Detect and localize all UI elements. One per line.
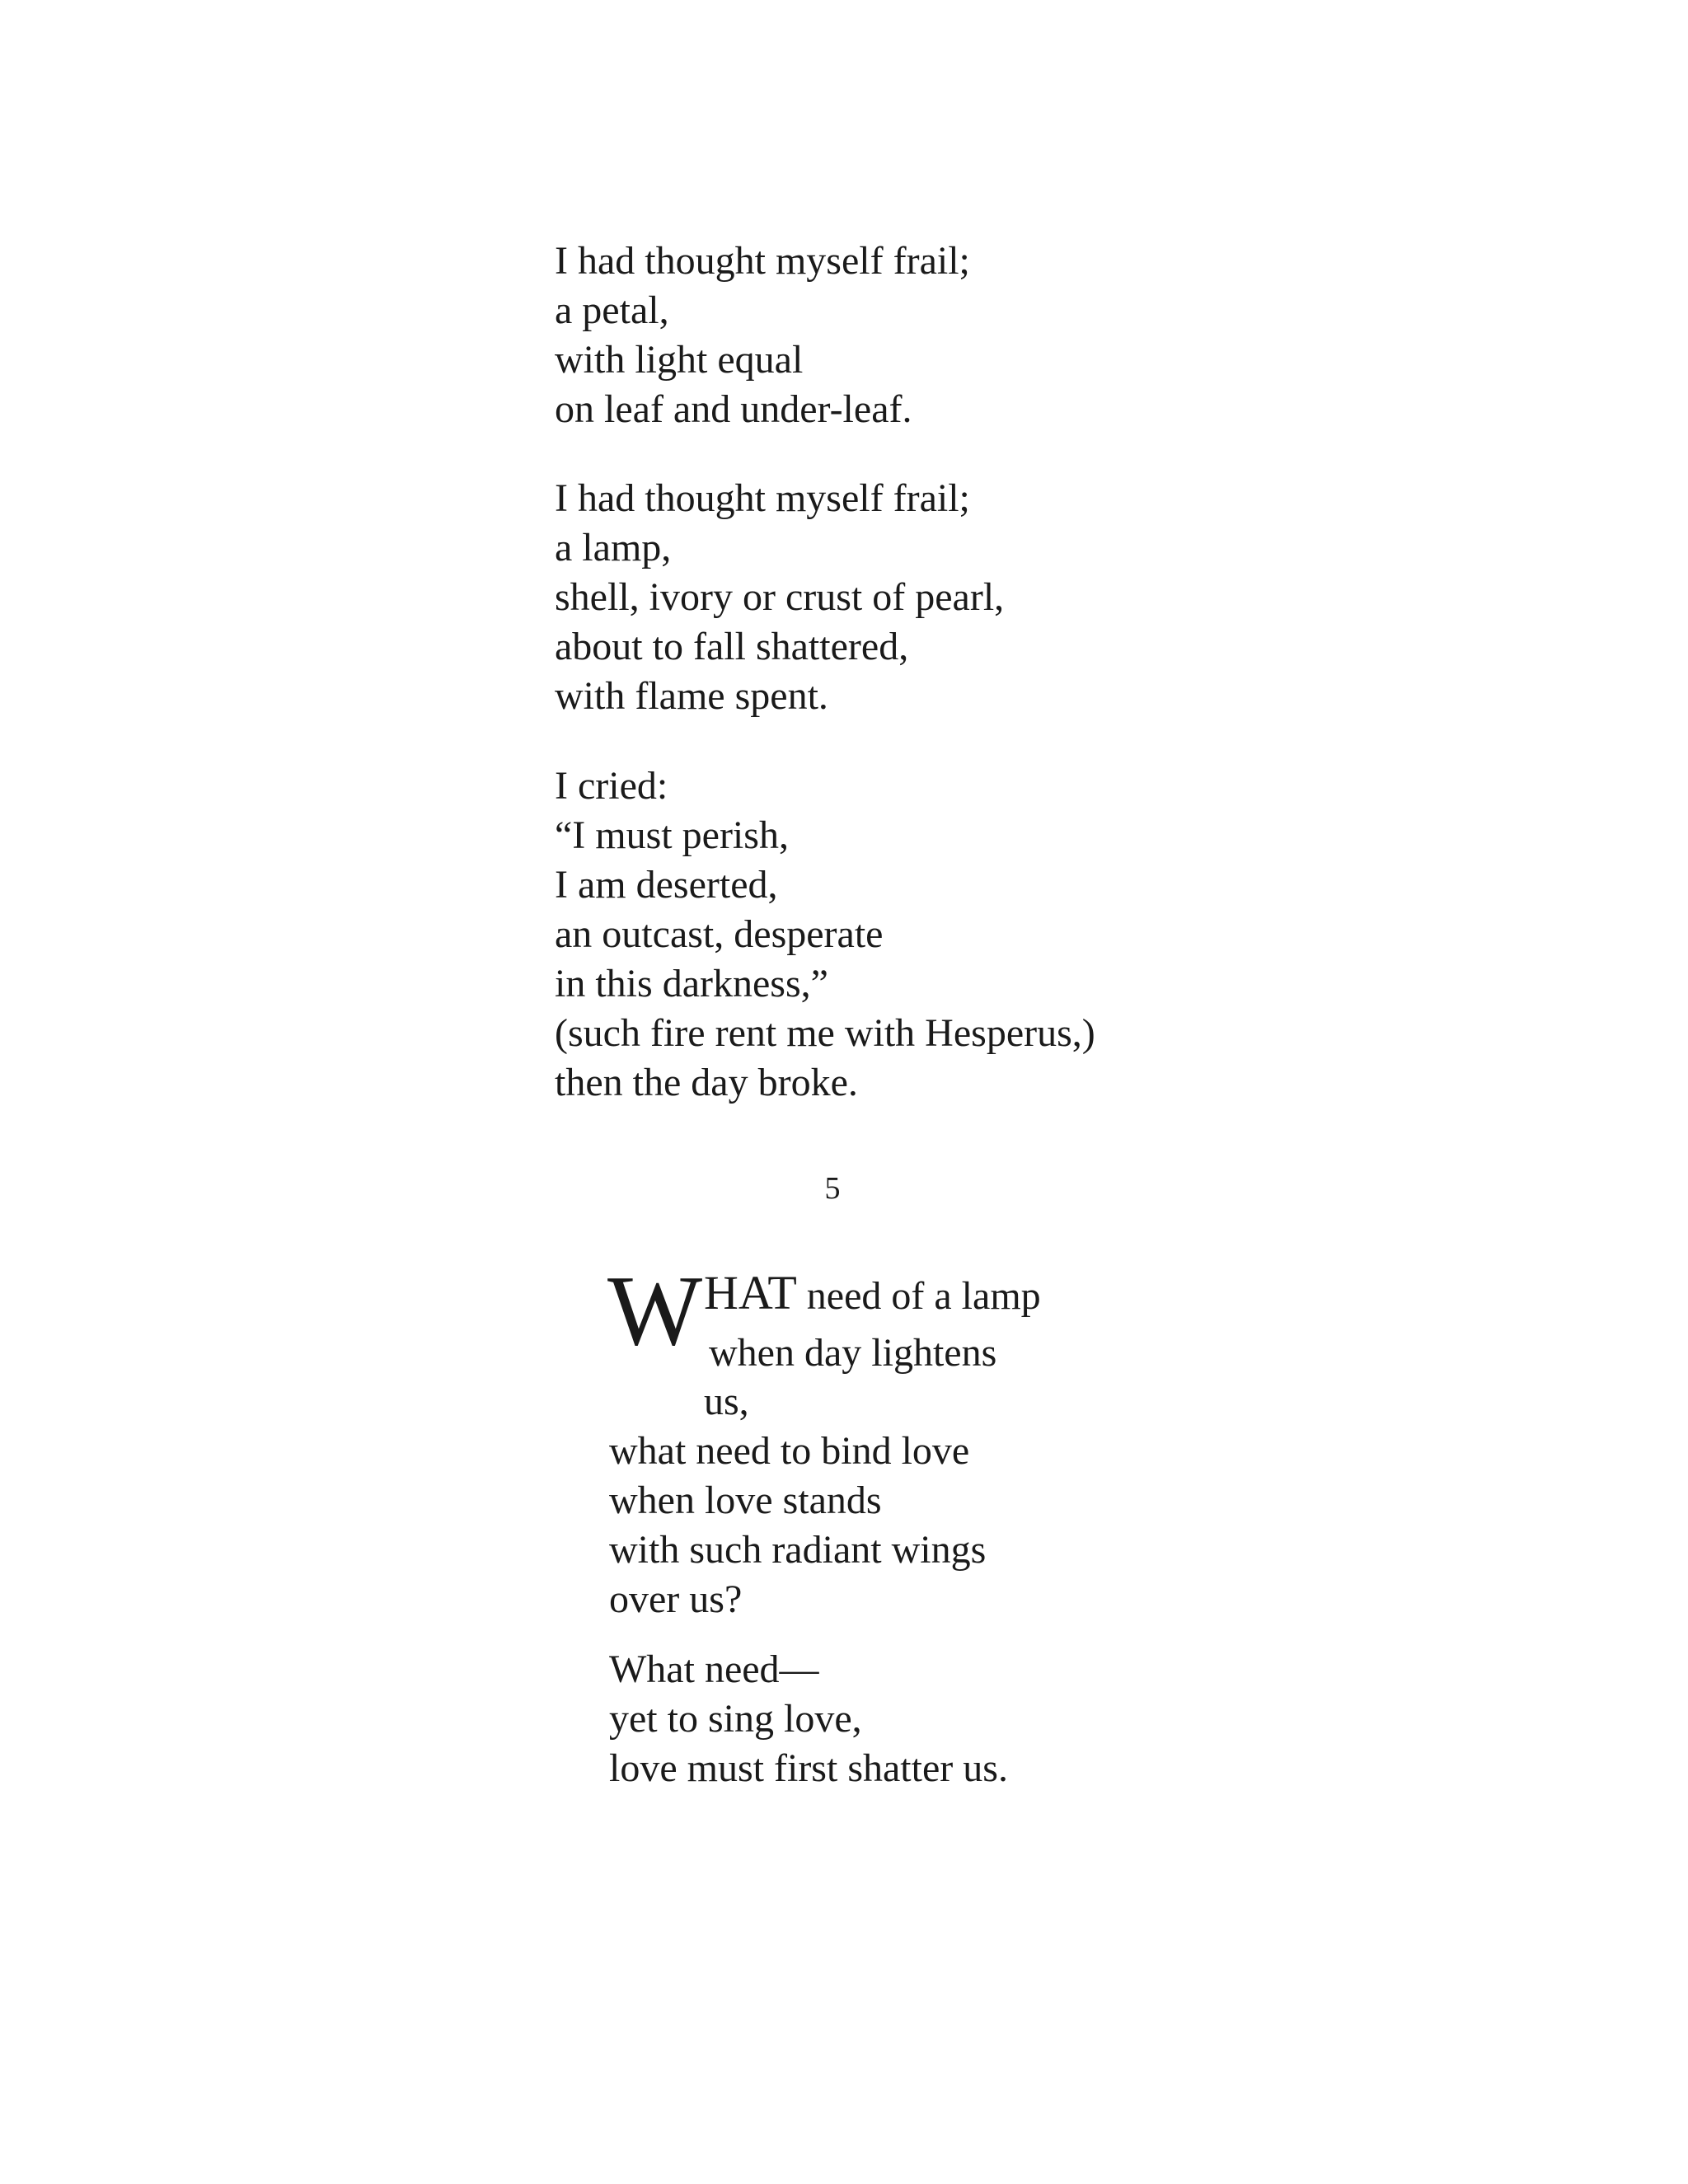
poem-line: love must first shatter us. — [609, 1746, 1008, 1790]
poem-line: I had thought myself frail; — [555, 476, 970, 520]
stanza-frail-lamp — [555, 474, 1004, 721]
poem-line: in this darkness,” — [555, 962, 828, 1005]
poem-indented-line — [704, 1377, 749, 1427]
poem-line: with flame spent. — [555, 674, 828, 718]
poem-line: over us? — [609, 1577, 743, 1621]
poem-line: then the day broke. — [555, 1061, 858, 1104]
poem-first-line — [704, 1264, 1041, 1325]
poem-line: an outcast, desperate — [555, 912, 884, 956]
first-line-rest: need of a lamp — [796, 1274, 1041, 1318]
poem-indented-line — [709, 1329, 996, 1378]
poem-line: I am deserted, — [555, 863, 778, 907]
poem-line: when love stands — [609, 1479, 882, 1522]
poem-line: a petal, — [555, 288, 669, 332]
drop-cap: W — [607, 1255, 703, 1366]
poem-line: about to fall shattered, — [555, 625, 909, 668]
poem-line: us, — [704, 1380, 749, 1423]
stanza-what-need-lamp — [609, 1427, 986, 1624]
poem-line: on leaf and under-leaf. — [555, 387, 912, 431]
poem-line: a lamp, — [555, 526, 672, 569]
stanza-i-cried — [555, 762, 1095, 1108]
poem-line: when day lightens — [709, 1331, 997, 1375]
section-number: 5 — [824, 1171, 841, 1206]
poem-line: with such radiant wings — [609, 1528, 987, 1572]
poem-line: shell, ivory or crust of pearl, — [555, 575, 1005, 619]
stanza-what-need-sing — [609, 1645, 1008, 1793]
poem-line: “I must perish, — [555, 813, 789, 857]
poem-line: (such fire rent me with Hesperus,) — [555, 1011, 1095, 1055]
poem-line: I cried: — [555, 764, 668, 808]
poem-line: yet to sing love, — [609, 1697, 862, 1741]
stanza-frail-petal — [555, 237, 970, 434]
poem-line: what need to bind love — [609, 1429, 970, 1473]
first-word-small-caps: HAT — [704, 1266, 797, 1319]
poem-line: I had thought myself frail; — [555, 239, 970, 283]
poem-line: What need— — [609, 1647, 819, 1691]
poem-line: with light equal — [555, 338, 804, 382]
